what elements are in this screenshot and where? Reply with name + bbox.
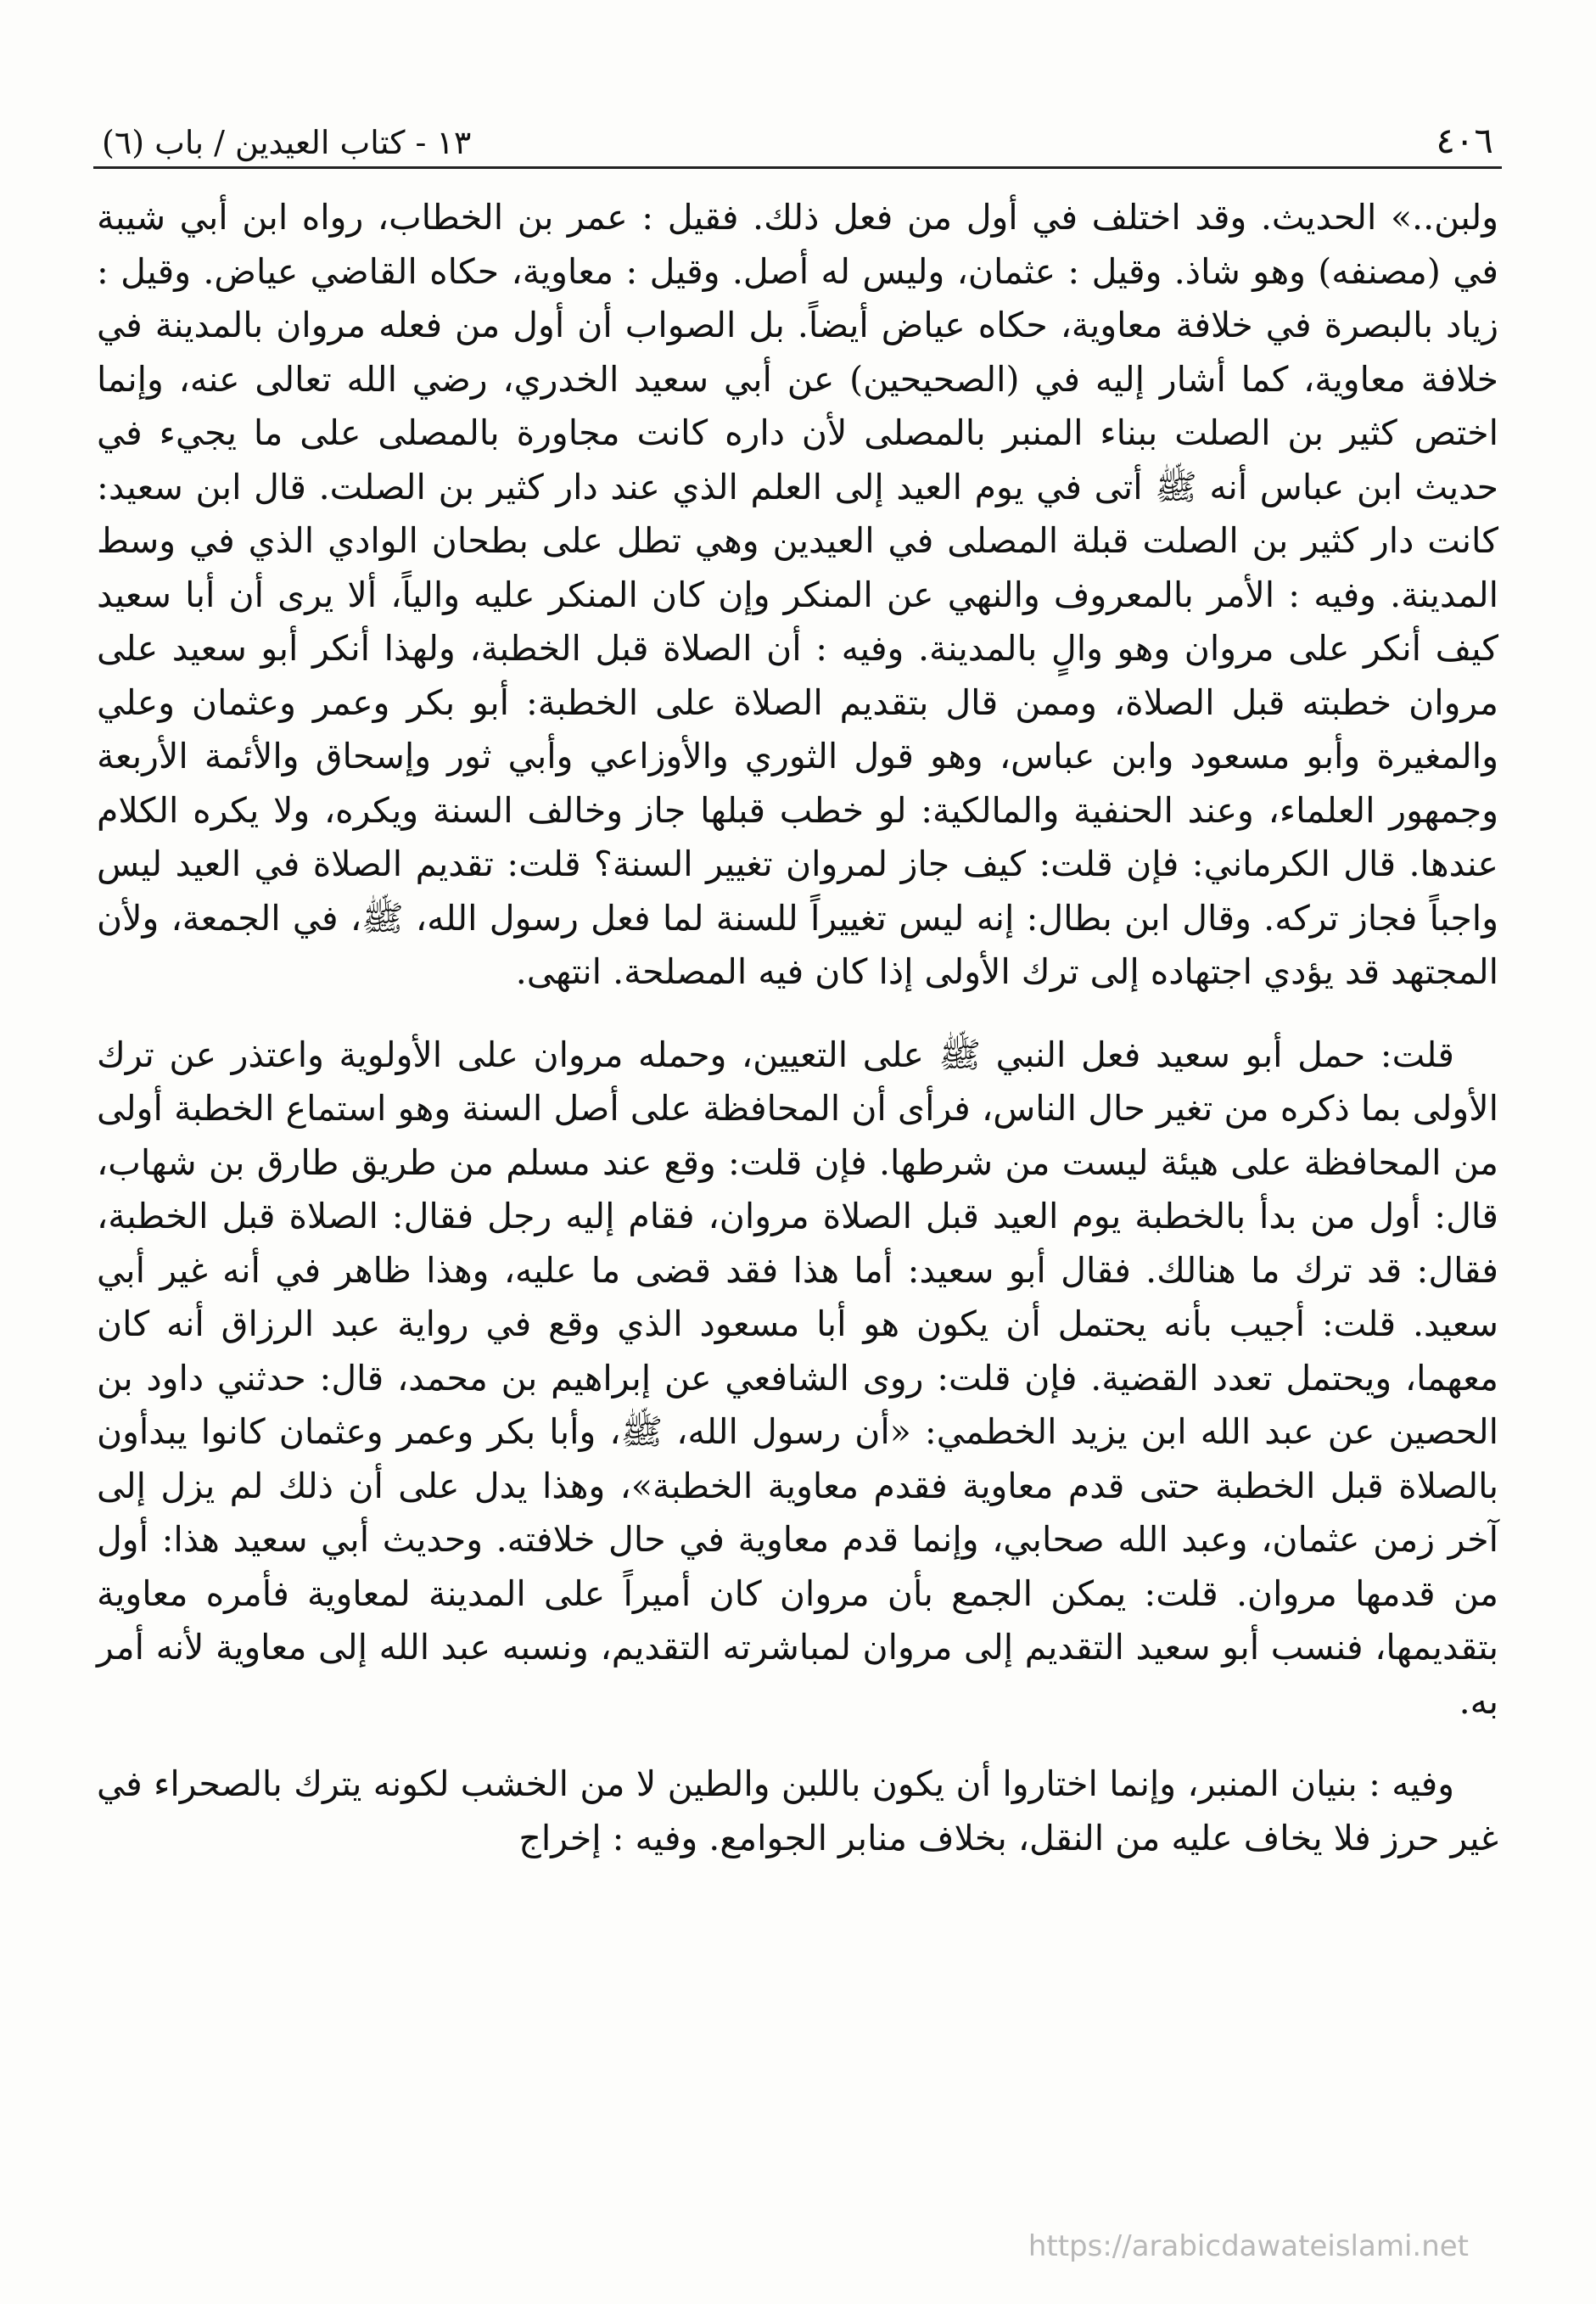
watermark: https://arabicdawateislami.net — [1028, 2229, 1469, 2263]
page-header — [93, 93, 1502, 161]
running-title: ١٣ - كتاب العيدين / باب (٦) — [102, 124, 472, 161]
paragraph-2: قلت: حمل أبو سعيد فعل النبي ﷺ على التعيين، وحمله مروان على الأولوية واعتذر عن ترك الأولى بما ذكره من تغير حال الناس، فرأى أن المحافظة على أصل السنة وهو استماع الخطبة أولى من المحافظة على هيئة ليست من شرطها. فإن قلت: وقع عند مسلم من طريق طارق بن شهاب، قال: أول من بدأ بالخطبة يوم العيد قبل الصلاة مروان، فقام إليه رجل فقال: الصلاة قبل الخطبة، فقال: قد ترك ما هنالك. فقال أبو سعيد: أما هذا فقد قضى ما عليه، وهذا ظاهر في أنه غير أبي سعيد. قلت: أجيب بأنه يحتمل أن يكون هو أبا مسعود الذي وقع في رواية عبد الرزاق أنه كان معهما، ويحتمل تعدد القضية. فإن قلت: روى الشافعي عن إبراهيم بن محمد، قال: حدثني داود بن الحصين عن عبد الله ابن يزيد الخطمي: «أن رسول الله، ﷺ، وأبا بكر وعمر وعثمان كانوا يبدأون بالصلاة قبل الخطبة حتى قدم معاوية فقدم معاوية الخطبة»، وهذا يدل على أن ذلك لم يزل إلى آخر زمن عثمان، وعبد الله صحابي، وإنما قدم معاوية في حال خلافته. وحديث أبي سعيد هذا: أول من قدمها مروان. قلت: يمكن الجمع بأن مروان كان أميراً على المدينة لمعاوية فأمره معاوية بتقديمها، فنسب أبو سعيد التقديم إلى مروان لمباشرته التقديم، ونسبه عبد الله إلى معاوية لأنه أمر به. — [97, 1034, 1498, 1722]
paragraph-3: وفيه : بنيان المنبر، وإنما اختاروا أن يكون باللبن والطين لا من الخشب لكونه يترك بالصحراء في غير حرز فلا يخاف عليه من النقل، بخلاف منابر الجوامع. وفيه : إخراج — [97, 1763, 1498, 1858]
header-rule — [93, 166, 1502, 169]
paragraph-1: ولبن..» الحديث. وقد اختلف في أول من فعل ذلك. فقيل : عمر بن الخطاب، رواه ابن أبي شيبة في (مصنفه) وهو شاذ. وقيل : عثمان، وليس له أصل. وقيل : معاوية، حكاه القاضي عياض. وقيل : زياد بالبصرة في خلافة معاوية، حكاه عياض أيضاً. بل الصواب أن أول من فعله مروان بالمدينة في خلافة معاوية، كما أشار إليه في (الصحيحين) عن أبي سعيد الخدري، رضي الله تعالى عنه، وإنما اختص كثير بن الصلت ببناء المنبر بالمصلى لأن داره كانت مجاورة بالمصلى على ما يجيء في حديث ابن عباس أنه ﷺ أتى في يوم العيد إلى العلم الذي عند دار كثير بن الصلت. قال ابن سعيد: كانت دار كثير بن الصلت قبلة المصلى في العيدين وهي تطل على بطحان الوادي الذي في وسط المدينة. وفيه : الأمر بالمعروف والنهي عن المنكر وإن كان المنكر عليه والياً، ألا يرى أن أبا سعيد كيف أنكر على مروان وهو والٍ بالمدينة. وفيه : أن الصلاة قبل الخطبة، ولهذا أنكر أبو سعيد على مروان خطبته قبل الصلاة، وممن قال بتقديم الصلاة على الخطبة: أبو بكر وعمر وعثمان وعلي والمغيرة وأبو مسعود وابن عباس، وهو قول الثوري والأوزاعي وأبي ثور وإسحاق والأئمة الأربعة وجمهور العلماء، وعند الحنفية والمالكية: لو خطب قبلها جاز وخالف السنة ويكره، ولا يكره الكلام عندها. قال الكرماني: فإن قلت: كيف جاز لمروان تغيير السنة؟ قلت: تقديم الصلاة في العيد ليس واجباً فجاز تركه. وقال ابن بطال: إنه ليس تغييراً للسنة لما فعل رسول الله، ﷺ، في الجمعة، ولأن المجتهد قد يؤدي اجتهاده إلى ترك الأولى إذا كان فيه المصلحة. انتهى. — [97, 197, 1498, 992]
book-page — [93, 93, 1502, 2266]
page-number: ٤٠٦ — [1436, 120, 1493, 161]
